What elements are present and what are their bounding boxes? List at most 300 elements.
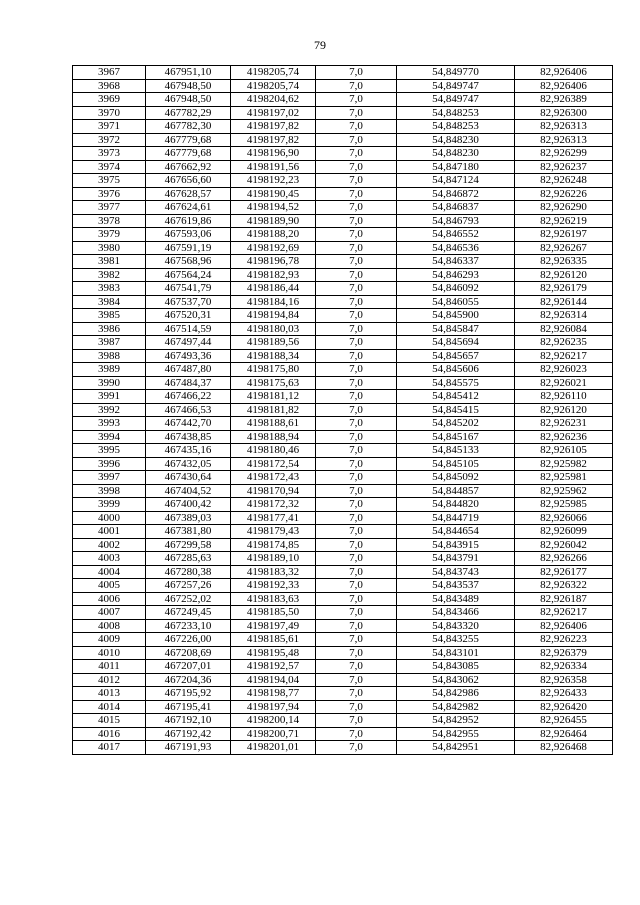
latitude-cell: 54,842986 [397, 687, 515, 701]
longitude-cell: 82,926313 [515, 120, 613, 134]
latitude-cell: 54,843489 [397, 592, 515, 606]
y-coordinate-cell: 4198192,33 [231, 579, 316, 593]
table-row [73, 444, 613, 458]
x-coordinate-cell: 467299,58 [146, 538, 231, 552]
latitude-cell: 54,843085 [397, 660, 515, 674]
y-coordinate-cell: 4198175,80 [231, 363, 316, 377]
point-number-cell: 4012 [73, 673, 146, 687]
y-coordinate-cell: 4198172,32 [231, 498, 316, 512]
x-coordinate-cell: 467430,64 [146, 471, 231, 485]
table-row [73, 282, 613, 296]
y-coordinate-cell: 4198185,61 [231, 633, 316, 647]
longitude-cell: 82,926237 [515, 160, 613, 174]
latitude-cell: 54,845606 [397, 363, 515, 377]
height-cell: 7,0 [316, 174, 397, 188]
table-row [73, 376, 613, 390]
height-cell: 7,0 [316, 687, 397, 701]
y-coordinate-cell: 4198196,78 [231, 255, 316, 269]
longitude-cell: 82,926334 [515, 660, 613, 674]
latitude-cell: 54,846536 [397, 241, 515, 255]
point-number-cell: 3972 [73, 133, 146, 147]
height-cell: 7,0 [316, 484, 397, 498]
x-coordinate-cell: 467226,00 [146, 633, 231, 647]
longitude-cell: 82,925985 [515, 498, 613, 512]
table-row [73, 714, 613, 728]
point-number-cell: 3985 [73, 309, 146, 323]
table-row [73, 93, 613, 107]
x-coordinate-cell: 467662,92 [146, 160, 231, 174]
point-number-cell: 3986 [73, 322, 146, 336]
longitude-cell: 82,926468 [515, 741, 613, 755]
height-cell: 7,0 [316, 187, 397, 201]
point-number-cell: 4002 [73, 538, 146, 552]
latitude-cell: 54,845202 [397, 417, 515, 431]
x-coordinate-cell: 467948,50 [146, 93, 231, 107]
point-number-cell: 4011 [73, 660, 146, 674]
y-coordinate-cell: 4198194,04 [231, 673, 316, 687]
table-row [73, 79, 613, 93]
table-row [73, 187, 613, 201]
y-coordinate-cell: 4198197,02 [231, 106, 316, 120]
x-coordinate-cell: 467497,44 [146, 336, 231, 350]
longitude-cell: 82,926406 [515, 79, 613, 93]
longitude-cell: 82,926105 [515, 444, 613, 458]
table-row [73, 673, 613, 687]
point-number-cell: 3999 [73, 498, 146, 512]
x-coordinate-cell: 467593,06 [146, 228, 231, 242]
latitude-cell: 54,844719 [397, 511, 515, 525]
y-coordinate-cell: 4198188,94 [231, 430, 316, 444]
table-row [73, 511, 613, 525]
y-coordinate-cell: 4198180,46 [231, 444, 316, 458]
point-number-cell: 4006 [73, 592, 146, 606]
latitude-cell: 54,846872 [397, 187, 515, 201]
x-coordinate-cell: 467285,63 [146, 552, 231, 566]
x-coordinate-cell: 467400,42 [146, 498, 231, 512]
x-coordinate-cell: 467432,05 [146, 457, 231, 471]
table-row [73, 309, 613, 323]
height-cell: 7,0 [316, 214, 397, 228]
point-number-cell: 4000 [73, 511, 146, 525]
latitude-cell: 54,845575 [397, 376, 515, 390]
point-number-cell: 3994 [73, 430, 146, 444]
x-coordinate-cell: 467257,26 [146, 579, 231, 593]
height-cell: 7,0 [316, 93, 397, 107]
latitude-cell: 54,843743 [397, 565, 515, 579]
x-coordinate-cell: 467207,01 [146, 660, 231, 674]
x-coordinate-cell: 467487,80 [146, 363, 231, 377]
longitude-cell: 82,926110 [515, 390, 613, 404]
longitude-cell: 82,926266 [515, 552, 613, 566]
point-number-cell: 3967 [73, 66, 146, 80]
x-coordinate-cell: 467442,70 [146, 417, 231, 431]
height-cell: 7,0 [316, 282, 397, 296]
table-row [73, 268, 613, 282]
table-row [73, 700, 613, 714]
latitude-cell: 54,846837 [397, 201, 515, 215]
x-coordinate-cell: 467656,60 [146, 174, 231, 188]
table-row [73, 633, 613, 647]
height-cell: 7,0 [316, 646, 397, 660]
x-coordinate-cell: 467208,69 [146, 646, 231, 660]
latitude-cell: 54,847180 [397, 160, 515, 174]
latitude-cell: 54,843101 [397, 646, 515, 660]
coordinates-table-body [73, 66, 613, 755]
height-cell: 7,0 [316, 322, 397, 336]
point-number-cell: 3969 [73, 93, 146, 107]
table-row [73, 66, 613, 80]
longitude-cell: 82,925981 [515, 471, 613, 485]
x-coordinate-cell: 467537,70 [146, 295, 231, 309]
y-coordinate-cell: 4198185,50 [231, 606, 316, 620]
longitude-cell: 82,926144 [515, 295, 613, 309]
y-coordinate-cell: 4198198,77 [231, 687, 316, 701]
x-coordinate-cell: 467619,86 [146, 214, 231, 228]
height-cell: 7,0 [316, 714, 397, 728]
point-number-cell: 3977 [73, 201, 146, 215]
y-coordinate-cell: 4198174,85 [231, 538, 316, 552]
height-cell: 7,0 [316, 457, 397, 471]
y-coordinate-cell: 4198183,32 [231, 565, 316, 579]
point-number-cell: 3980 [73, 241, 146, 255]
latitude-cell: 54,843255 [397, 633, 515, 647]
latitude-cell: 54,849770 [397, 66, 515, 80]
x-coordinate-cell: 467466,22 [146, 390, 231, 404]
latitude-cell: 54,842955 [397, 727, 515, 741]
table-row [73, 201, 613, 215]
point-number-cell: 4008 [73, 619, 146, 633]
height-cell: 7,0 [316, 565, 397, 579]
point-number-cell: 4016 [73, 727, 146, 741]
y-coordinate-cell: 4198194,84 [231, 309, 316, 323]
latitude-cell: 54,846337 [397, 255, 515, 269]
y-coordinate-cell: 4198197,82 [231, 120, 316, 134]
longitude-cell: 82,926389 [515, 93, 613, 107]
point-number-cell: 3998 [73, 484, 146, 498]
point-number-cell: 3976 [73, 187, 146, 201]
table-row [73, 403, 613, 417]
point-number-cell: 4003 [73, 552, 146, 566]
x-coordinate-cell: 467484,37 [146, 376, 231, 390]
y-coordinate-cell: 4198186,44 [231, 282, 316, 296]
longitude-cell: 82,926099 [515, 525, 613, 539]
height-cell: 7,0 [316, 106, 397, 120]
table-row [73, 214, 613, 228]
x-coordinate-cell: 467948,50 [146, 79, 231, 93]
height-cell: 7,0 [316, 160, 397, 174]
height-cell: 7,0 [316, 673, 397, 687]
y-coordinate-cell: 4198201,01 [231, 741, 316, 755]
longitude-cell: 82,926299 [515, 147, 613, 161]
y-coordinate-cell: 4198195,48 [231, 646, 316, 660]
y-coordinate-cell: 4198183,63 [231, 592, 316, 606]
point-number-cell: 4009 [73, 633, 146, 647]
latitude-cell: 54,846092 [397, 282, 515, 296]
longitude-cell: 82,926248 [515, 174, 613, 188]
table-row [73, 228, 613, 242]
point-number-cell: 4017 [73, 741, 146, 755]
table-row [73, 457, 613, 471]
x-coordinate-cell: 467252,02 [146, 592, 231, 606]
longitude-cell: 82,926084 [515, 322, 613, 336]
x-coordinate-cell: 467204,36 [146, 673, 231, 687]
latitude-cell: 54,845415 [397, 403, 515, 417]
latitude-cell: 54,846055 [397, 295, 515, 309]
y-coordinate-cell: 4198189,56 [231, 336, 316, 350]
longitude-cell: 82,925982 [515, 457, 613, 471]
y-coordinate-cell: 4198188,61 [231, 417, 316, 431]
longitude-cell: 82,926420 [515, 700, 613, 714]
height-cell: 7,0 [316, 727, 397, 741]
table-row [73, 646, 613, 660]
x-coordinate-cell: 467541,79 [146, 282, 231, 296]
longitude-cell: 82,926290 [515, 201, 613, 215]
longitude-cell: 82,926433 [515, 687, 613, 701]
latitude-cell: 54,843320 [397, 619, 515, 633]
latitude-cell: 54,843537 [397, 579, 515, 593]
table-row [73, 687, 613, 701]
longitude-cell: 82,926455 [515, 714, 613, 728]
height-cell: 7,0 [316, 471, 397, 485]
x-coordinate-cell: 467782,29 [146, 106, 231, 120]
height-cell: 7,0 [316, 255, 397, 269]
longitude-cell: 82,925962 [515, 484, 613, 498]
table-row [73, 133, 613, 147]
longitude-cell: 82,926223 [515, 633, 613, 647]
height-cell: 7,0 [316, 376, 397, 390]
table-row [73, 363, 613, 377]
table-row [73, 525, 613, 539]
y-coordinate-cell: 4198205,74 [231, 79, 316, 93]
y-coordinate-cell: 4198189,10 [231, 552, 316, 566]
height-cell: 7,0 [316, 66, 397, 80]
height-cell: 7,0 [316, 741, 397, 755]
x-coordinate-cell: 467249,45 [146, 606, 231, 620]
height-cell: 7,0 [316, 349, 397, 363]
y-coordinate-cell: 4198181,12 [231, 390, 316, 404]
latitude-cell: 54,844654 [397, 525, 515, 539]
latitude-cell: 54,847124 [397, 174, 515, 188]
point-number-cell: 3984 [73, 295, 146, 309]
table-row [73, 349, 613, 363]
x-coordinate-cell: 467195,92 [146, 687, 231, 701]
height-cell: 7,0 [316, 430, 397, 444]
x-coordinate-cell: 467779,68 [146, 147, 231, 161]
latitude-cell: 54,848253 [397, 106, 515, 120]
table-row [73, 295, 613, 309]
height-cell: 7,0 [316, 336, 397, 350]
table-row [73, 727, 613, 741]
height-cell: 7,0 [316, 592, 397, 606]
y-coordinate-cell: 4198192,23 [231, 174, 316, 188]
latitude-cell: 54,842982 [397, 700, 515, 714]
x-coordinate-cell: 467568,96 [146, 255, 231, 269]
point-number-cell: 4005 [73, 579, 146, 593]
table-row [73, 336, 613, 350]
point-number-cell: 3982 [73, 268, 146, 282]
point-number-cell: 4014 [73, 700, 146, 714]
latitude-cell: 54,845657 [397, 349, 515, 363]
table-row [73, 579, 613, 593]
longitude-cell: 82,926236 [515, 430, 613, 444]
longitude-cell: 82,926358 [515, 673, 613, 687]
table-row [73, 430, 613, 444]
point-number-cell: 4015 [73, 714, 146, 728]
height-cell: 7,0 [316, 390, 397, 404]
point-number-cell: 3993 [73, 417, 146, 431]
point-number-cell: 4004 [73, 565, 146, 579]
y-coordinate-cell: 4198182,93 [231, 268, 316, 282]
longitude-cell: 82,926314 [515, 309, 613, 323]
table-row [73, 390, 613, 404]
x-coordinate-cell: 467435,16 [146, 444, 231, 458]
y-coordinate-cell: 4198172,54 [231, 457, 316, 471]
point-number-cell: 3968 [73, 79, 146, 93]
height-cell: 7,0 [316, 241, 397, 255]
latitude-cell: 54,843466 [397, 606, 515, 620]
height-cell: 7,0 [316, 525, 397, 539]
table-row [73, 592, 613, 606]
latitude-cell: 54,846793 [397, 214, 515, 228]
table-row [73, 552, 613, 566]
longitude-cell: 82,926322 [515, 579, 613, 593]
table-row [73, 241, 613, 255]
height-cell: 7,0 [316, 120, 397, 134]
point-number-cell: 3979 [73, 228, 146, 242]
point-number-cell: 3988 [73, 349, 146, 363]
y-coordinate-cell: 4198190,45 [231, 187, 316, 201]
latitude-cell: 54,848253 [397, 120, 515, 134]
latitude-cell: 54,846552 [397, 228, 515, 242]
longitude-cell: 82,926217 [515, 349, 613, 363]
longitude-cell: 82,926197 [515, 228, 613, 242]
point-number-cell: 3992 [73, 403, 146, 417]
longitude-cell: 82,926217 [515, 606, 613, 620]
x-coordinate-cell: 467624,61 [146, 201, 231, 215]
table-row [73, 606, 613, 620]
height-cell: 7,0 [316, 79, 397, 93]
point-number-cell: 4001 [73, 525, 146, 539]
height-cell: 7,0 [316, 511, 397, 525]
x-coordinate-cell: 467191,93 [146, 741, 231, 755]
latitude-cell: 54,845167 [397, 430, 515, 444]
y-coordinate-cell: 4198172,43 [231, 471, 316, 485]
latitude-cell: 54,843062 [397, 673, 515, 687]
point-number-cell: 3991 [73, 390, 146, 404]
longitude-cell: 82,926226 [515, 187, 613, 201]
latitude-cell: 54,845092 [397, 471, 515, 485]
x-coordinate-cell: 467782,30 [146, 120, 231, 134]
latitude-cell: 54,842952 [397, 714, 515, 728]
height-cell: 7,0 [316, 309, 397, 323]
height-cell: 7,0 [316, 201, 397, 215]
table-row [73, 147, 613, 161]
y-coordinate-cell: 4198205,74 [231, 66, 316, 80]
x-coordinate-cell: 467404,52 [146, 484, 231, 498]
y-coordinate-cell: 4198196,90 [231, 147, 316, 161]
point-number-cell: 3996 [73, 457, 146, 471]
y-coordinate-cell: 4198177,41 [231, 511, 316, 525]
longitude-cell: 82,926267 [515, 241, 613, 255]
latitude-cell: 54,845900 [397, 309, 515, 323]
latitude-cell: 54,845412 [397, 390, 515, 404]
table-row [73, 471, 613, 485]
latitude-cell: 54,843791 [397, 552, 515, 566]
x-coordinate-cell: 467466,53 [146, 403, 231, 417]
table-row [73, 565, 613, 579]
table-row [73, 255, 613, 269]
latitude-cell: 54,845694 [397, 336, 515, 350]
longitude-cell: 82,926066 [515, 511, 613, 525]
y-coordinate-cell: 4198200,14 [231, 714, 316, 728]
y-coordinate-cell: 4198197,49 [231, 619, 316, 633]
x-coordinate-cell: 467192,10 [146, 714, 231, 728]
height-cell: 7,0 [316, 268, 397, 282]
y-coordinate-cell: 4198180,03 [231, 322, 316, 336]
y-coordinate-cell: 4198192,57 [231, 660, 316, 674]
height-cell: 7,0 [316, 444, 397, 458]
latitude-cell: 54,845133 [397, 444, 515, 458]
coordinates-table [72, 65, 613, 755]
height-cell: 7,0 [316, 660, 397, 674]
point-number-cell: 3974 [73, 160, 146, 174]
point-number-cell: 3970 [73, 106, 146, 120]
y-coordinate-cell: 4198188,20 [231, 228, 316, 242]
point-number-cell: 3978 [73, 214, 146, 228]
height-cell: 7,0 [316, 619, 397, 633]
height-cell: 7,0 [316, 498, 397, 512]
longitude-cell: 82,926231 [515, 417, 613, 431]
longitude-cell: 82,926120 [515, 403, 613, 417]
point-number-cell: 3987 [73, 336, 146, 350]
height-cell: 7,0 [316, 538, 397, 552]
table-row [73, 174, 613, 188]
latitude-cell: 54,843915 [397, 538, 515, 552]
latitude-cell: 54,849747 [397, 93, 515, 107]
point-number-cell: 4013 [73, 687, 146, 701]
longitude-cell: 82,926177 [515, 565, 613, 579]
height-cell: 7,0 [316, 228, 397, 242]
point-number-cell: 3983 [73, 282, 146, 296]
height-cell: 7,0 [316, 363, 397, 377]
x-coordinate-cell: 467280,38 [146, 565, 231, 579]
y-coordinate-cell: 4198192,69 [231, 241, 316, 255]
y-coordinate-cell: 4198191,56 [231, 160, 316, 174]
height-cell: 7,0 [316, 403, 397, 417]
latitude-cell: 54,848230 [397, 147, 515, 161]
table-row [73, 484, 613, 498]
latitude-cell: 54,844820 [397, 498, 515, 512]
latitude-cell: 54,846293 [397, 268, 515, 282]
table-row [73, 660, 613, 674]
y-coordinate-cell: 4198197,94 [231, 700, 316, 714]
x-coordinate-cell: 467628,57 [146, 187, 231, 201]
height-cell: 7,0 [316, 417, 397, 431]
latitude-cell: 54,849747 [397, 79, 515, 93]
latitude-cell: 54,848230 [397, 133, 515, 147]
longitude-cell: 82,926300 [515, 106, 613, 120]
longitude-cell: 82,926406 [515, 619, 613, 633]
height-cell: 7,0 [316, 700, 397, 714]
longitude-cell: 82,926235 [515, 336, 613, 350]
longitude-cell: 82,926179 [515, 282, 613, 296]
longitude-cell: 82,926406 [515, 66, 613, 80]
height-cell: 7,0 [316, 606, 397, 620]
point-number-cell: 3971 [73, 120, 146, 134]
table-row [73, 498, 613, 512]
x-coordinate-cell: 467591,19 [146, 241, 231, 255]
point-number-cell: 3981 [73, 255, 146, 269]
